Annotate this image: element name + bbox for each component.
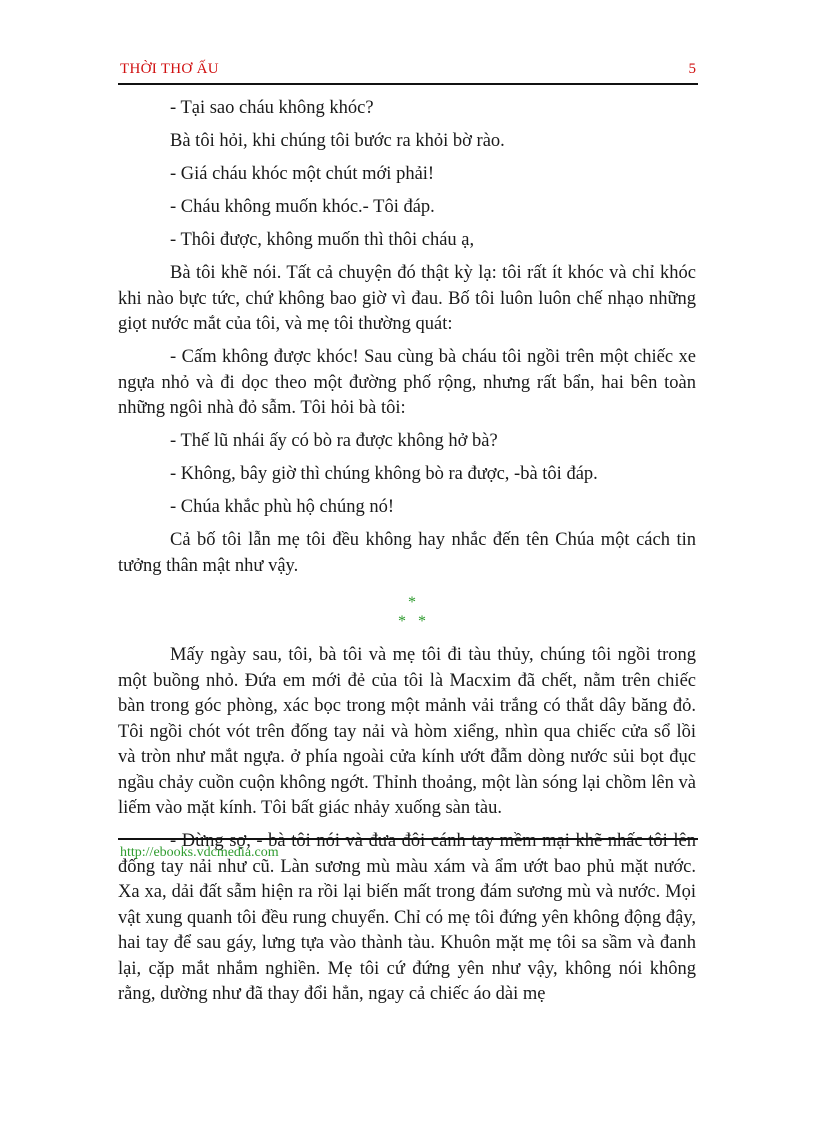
page-number: 5 <box>688 61 696 77</box>
paragraph: - Cấm không được khóc! Sau cùng bà cháu tôi ngồi trên một chiếc xe ngựa nhỏ và đi dọc theo một đường phố rộng, nhưng rất bẩn, hai bên toàn những ngôi nhà đỏ sẫm. Tôi hỏi bà tôi: <box>118 347 696 418</box>
paragraph: Cả bố tôi lẫn mẹ tôi đều không hay nhắc đến tên Chúa một cách tin tưởng thân mật như vậy. <box>118 530 696 576</box>
paragraph: Bà tôi khẽ nói. Tất cả chuyện đó thật kỳ lạ: tôi rất ít khóc và chỉ khóc khi nào bực tức, chứ không bao giờ vì đau. Bố tôi luôn luôn chế nhạo những giọt nước mắt của tôi, và mẹ tôi thường quát: <box>118 263 696 334</box>
paragraph: - Không, bây giờ thì chúng không bò ra được, -bà tôi đáp. <box>170 464 598 484</box>
paragraph: Bà tôi hỏi, khi chúng tôi bước ra khỏi bờ rào. <box>170 131 505 151</box>
paragraph: - Thôi được, không muốn thì thôi cháu ạ, <box>170 230 475 250</box>
page-header <box>118 61 698 85</box>
paragraph: - Tại sao cháu không khóc? <box>170 98 374 118</box>
book-title: THỜI THƠ ẤU <box>120 61 219 77</box>
separator-stars: * * <box>398 613 426 630</box>
paragraph: - Giá cháu khóc một chút mới phải! <box>170 164 435 184</box>
paragraph: - Thế lũ nhái ấy có bò ra được không hở bà? <box>170 431 498 451</box>
paragraph: - Chúa khắc phù hộ chúng nó! <box>170 497 395 517</box>
paragraph: - Đừng sợ, - bà tôi nói và đưa đôi cánh tay mềm mại khẽ nhấc tôi lên đống tay nải như cũ. Làn sương mù màu xám và ẩm ướt bao phủ mặt nước. Xa xa, dải đất sẫm hiện ra rồi lại biến mất trong đám sương mù và nước. Mọi vật xung quanh tôi đều rung chuyển. Chỉ có mẹ tôi đứng yên không động đậy, hai tay để sau gáy, lưng tựa vào thành tàu. Khuôn mặt mẹ tôi sa sầm và đanh lại, cặp mắt nhắm nghiền. Mẹ tôi cứ đứng yên như vậy, không nói không rằng, dường như đã thay đổi hẳn, ngay cả chiếc áo dài mẹ <box>118 831 696 1004</box>
section-separator <box>118 593 696 631</box>
footer-link[interactable]: http://ebooks.vdcmedia.com <box>120 845 279 860</box>
footer-divider <box>118 838 698 840</box>
paragraph: - Cháu không muốn khóc.- Tôi đáp. <box>170 197 435 217</box>
separator-star: * <box>408 594 416 611</box>
paragraph: Mấy ngày sau, tôi, bà tôi và mẹ tôi đi tàu thủy, chúng tôi ngồi trong một buồng nhỏ. Đứa em mới đẻ của tôi là Macxim đã chết, nằm trên chiếc bàn trong góc phòng, xác bọc trong một mảnh vải trắng có thắt dây băng đỏ. Tôi ngồi chót vót trên đống tay nải và hòm xiểng, nhìn qua chiếc cửa sổ lồi và tròn như mắt ngựa. ở phía ngoài cửa kính ướt đẫm dòng nước sủi bọt đục ngầu chảy cuồn cuộn không ngớt. Thỉnh thoảng, một làn sóng lại chồm lên và liếm vào mặt kính. Tôi bất giác nhảy xuống sàn tàu. <box>118 645 696 818</box>
